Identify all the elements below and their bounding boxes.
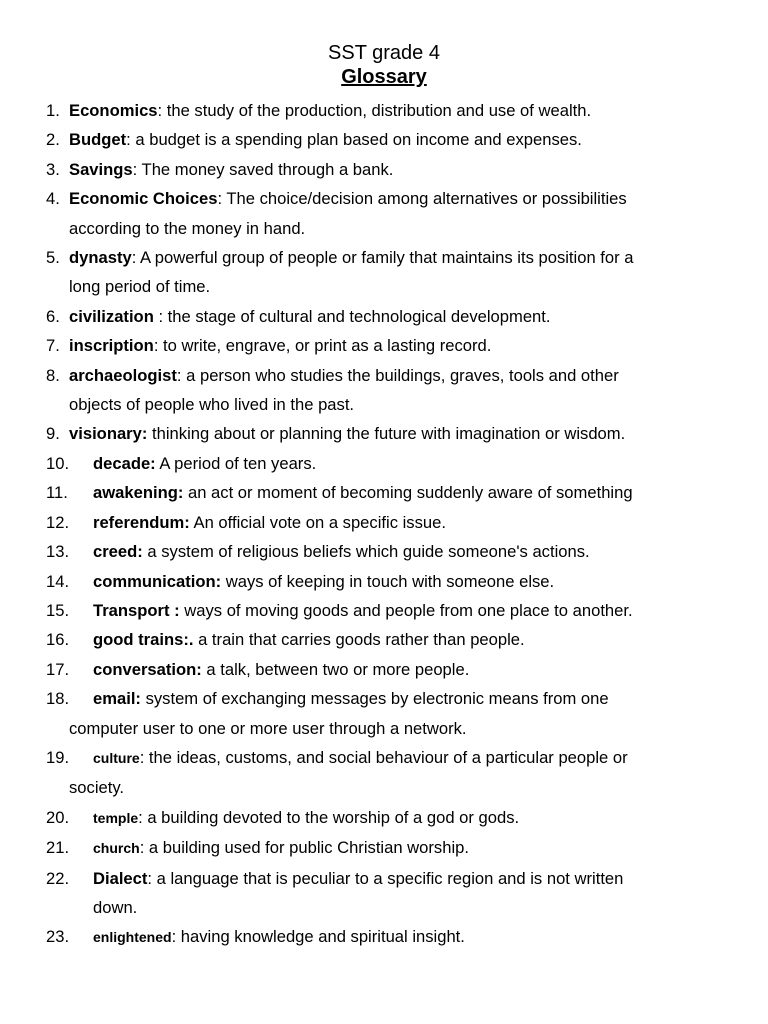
entry-term: Economic Choices (69, 189, 218, 209)
entry-definition: : A powerful group of people or family that maintains its position for a (131, 248, 634, 268)
entry-definition-continued: society. (69, 778, 125, 798)
entry-term: Dialect (93, 868, 148, 888)
glossary-entry (0, 537, 768, 566)
entry-definition: system of exchanging messages by electronic means from one (140, 689, 609, 709)
entry-definition: : a language that is peculiar to a specific region and is not written (147, 868, 624, 888)
entry-number: 17. (46, 659, 70, 679)
entry-definition-continued: according to the money in hand. (69, 218, 306, 238)
entry-term: conversation: (93, 659, 202, 679)
glossary-entry (0, 803, 768, 833)
entry-number: 4. (46, 189, 60, 209)
entry-number: 13. (46, 542, 70, 562)
glossary-entry (0, 243, 768, 302)
entry-term: Budget (69, 130, 127, 150)
glossary-entry (0, 155, 768, 184)
entry-number: 20. (46, 807, 70, 827)
entry-number: 11. (46, 483, 68, 503)
glossary-list (0, 96, 768, 953)
glossary-entry (0, 125, 768, 154)
entry-term: decade: (93, 453, 156, 473)
glossary-entry (0, 833, 768, 863)
entry-number: 2. (46, 130, 60, 150)
entry-term: civilization (69, 306, 154, 326)
entry-number: 8. (46, 365, 60, 385)
entry-definition: : The money saved through a bank. (132, 159, 394, 179)
glossary-entry (0, 684, 768, 743)
entry-number: 18. (46, 689, 70, 709)
entry-term: creed: (93, 542, 143, 562)
entry-definition: : The choice/decision among alternatives or possibilities (217, 189, 627, 209)
entry-term: Economics (69, 101, 158, 120)
entry-definition-continued: objects of people who lived in the past. (69, 395, 355, 415)
entry-definition: a system of religious beliefs which guide someone's actions. (142, 542, 590, 562)
entry-number: 12. (46, 512, 70, 532)
entry-term: inscription (69, 336, 154, 356)
glossary-entry (0, 449, 768, 478)
entry-definition: ways of moving goods and people from one place to another. (179, 600, 633, 620)
glossary-entry (0, 419, 768, 448)
entry-number: 7. (46, 336, 60, 356)
glossary-entry (0, 596, 768, 625)
glossary-entry (0, 331, 768, 360)
entry-number: 21. (46, 838, 70, 858)
entry-term: enlightened (93, 929, 172, 946)
entry-definition: an act or moment of becoming suddenly aware of something (183, 483, 633, 503)
entry-term: archaeologist (69, 365, 177, 385)
glossary-entry (0, 743, 768, 803)
entry-term: dynasty (69, 248, 132, 268)
entry-definition: ways of keeping in touch with someone else. (221, 571, 555, 591)
entry-definition: : the stage of cultural and technological development. (153, 306, 551, 326)
entry-definition: : a building used for public Christian worship. (139, 838, 469, 858)
glossary-entry (0, 478, 768, 507)
entry-definition-continued: down. (93, 897, 138, 917)
entry-definition: : a budget is a spending plan based on income and expenses. (126, 130, 582, 150)
glossary-entry (0, 864, 768, 923)
entry-number: 16. (46, 630, 70, 650)
entry-definition: An official vote on a specific issue. (189, 512, 446, 532)
glossary-entry (0, 625, 768, 654)
entry-term: Transport : (93, 600, 180, 620)
entry-number: 1. (46, 101, 60, 120)
entry-number: 23. (46, 927, 70, 947)
entry-term: Savings (69, 159, 133, 179)
entry-number: 15. (46, 600, 70, 620)
entry-term: temple (93, 809, 139, 826)
entry-definition: : the study of the production, distribution and use of wealth. (157, 101, 592, 120)
entry-term: church (93, 840, 140, 857)
entry-number: 9. (46, 424, 60, 444)
entry-number: 19. (46, 747, 70, 767)
entry-definition: thinking about or planning the future with imagination or wisdom. (147, 424, 626, 444)
entry-definition: : having knowledge and spiritual insight. (171, 927, 465, 947)
entry-term: awakening: (93, 483, 184, 503)
entry-term: culture (93, 749, 140, 766)
entry-definition: : a person who studies the buildings, graves, tools and other (176, 365, 619, 385)
entry-definition-continued: long period of time. (69, 277, 211, 297)
page-subtitle: Glossary (341, 66, 427, 88)
entry-number: 10. (46, 453, 70, 473)
glossary-entry (0, 922, 768, 952)
entry-number: 22. (46, 868, 70, 888)
entry-definition: : the ideas, customs, and social behaviour of a particular people or (139, 747, 628, 767)
entry-term: email: (93, 689, 141, 709)
page-title: SST grade 4 (328, 42, 440, 64)
entry-definition: : a building devoted to the worship of a god or gods. (138, 807, 520, 827)
entry-term: good trains:. (93, 630, 194, 650)
entry-number: 6. (46, 306, 60, 326)
glossary-entry (0, 302, 768, 331)
entry-term: visionary: (69, 424, 148, 444)
entry-definition: a train that carries goods rather than people. (193, 630, 525, 650)
entry-number: 14. (46, 571, 70, 591)
entry-definition-continued: computer user to one or more user through a network. (69, 718, 467, 738)
glossary-entry (0, 655, 768, 684)
entry-definition: a talk, between two or more people. (201, 659, 470, 679)
entry-number: 5. (46, 248, 60, 268)
entry-term: referendum: (93, 512, 190, 532)
glossary-entry (0, 361, 768, 420)
entry-definition: A period of ten years. (155, 453, 317, 473)
entry-definition: : to write, engrave, or print as a lasting record. (153, 336, 492, 356)
glossary-entry (0, 567, 768, 596)
glossary-entry (0, 96, 768, 125)
glossary-entry (0, 508, 768, 537)
glossary-entry (0, 184, 768, 243)
entry-term: communication: (93, 571, 222, 591)
entry-number: 3. (46, 159, 60, 179)
